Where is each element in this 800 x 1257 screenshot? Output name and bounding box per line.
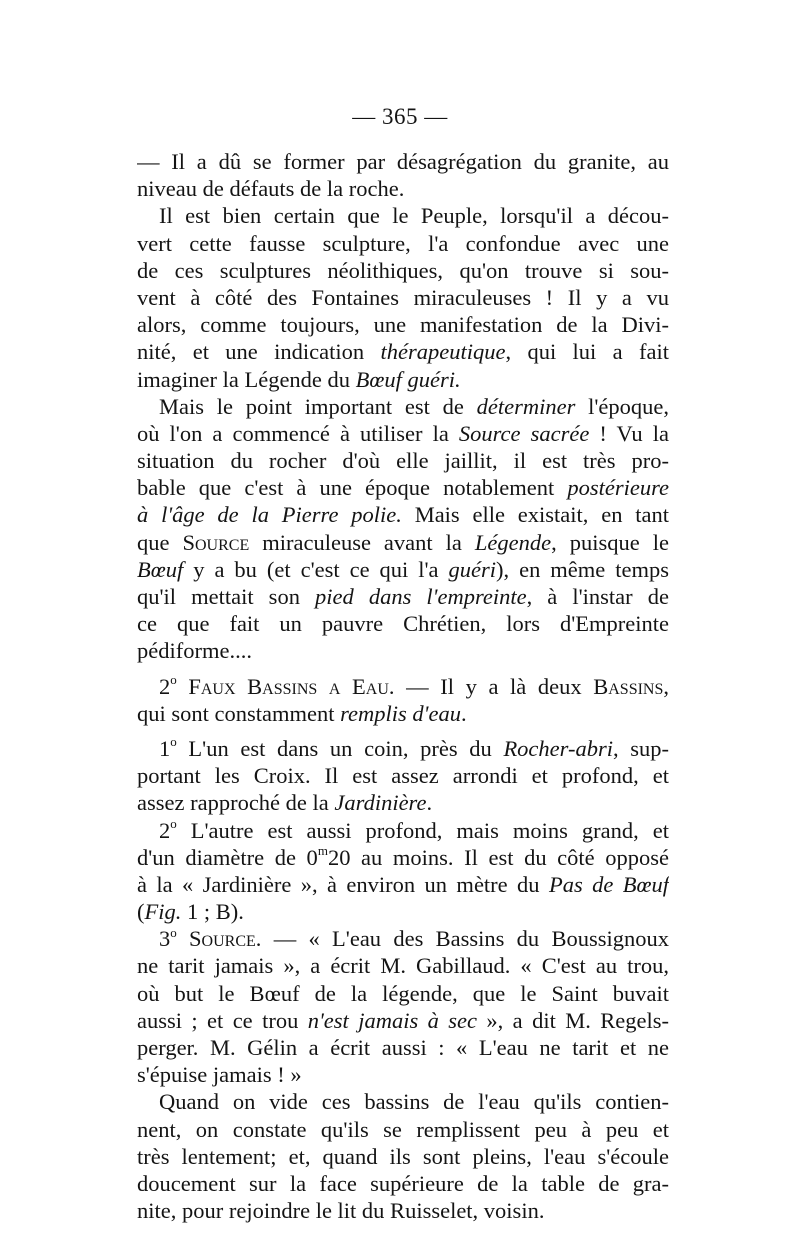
text-segment: . [426, 790, 433, 816]
text-segment: ! Vu la [589, 420, 669, 446]
text-segment [177, 674, 189, 699]
text-segment: imaginer la Légende du [137, 366, 356, 392]
text-line [137, 673, 669, 700]
page-number: — 365 — [352, 104, 448, 129]
italic-text: Jardinière [334, 790, 427, 816]
text-line [137, 284, 669, 311]
text-segment: 1 ; B). [181, 899, 244, 925]
text-segment: Quand on vide ces bassins de l'eau qu'ils contien- [159, 1089, 669, 1115]
italic-text: Bœuf guéri. [355, 366, 461, 392]
text-line [137, 257, 669, 284]
text-segment: qui sont constamment [137, 700, 341, 726]
text-line [137, 311, 669, 338]
superscript-text: o [170, 672, 177, 688]
paragraph [137, 673, 669, 727]
text-line [137, 898, 669, 925]
text-line [137, 1116, 669, 1143]
text-segment: de ces sculptures néolithiques, qu'on trouve si sou- [137, 257, 669, 283]
text-line [137, 700, 669, 727]
text-segment: l'époque, [575, 393, 669, 419]
text-line [137, 925, 669, 952]
text-segment: alors, comme toujours, une manifestation de la Divi- [137, 312, 669, 338]
text-segment: . [460, 700, 467, 726]
text-line [137, 789, 669, 816]
text-line [137, 474, 669, 501]
italic-text: à l'âge de la Pierre polie. [137, 502, 402, 528]
text-segment: aussi ; et ce trou [137, 1007, 308, 1033]
text-line [137, 1197, 669, 1224]
text-segment: , puisque le [551, 529, 669, 555]
text-line [137, 637, 669, 664]
text-segment: que [137, 529, 183, 555]
text-line [137, 1061, 669, 1088]
text-line [137, 817, 669, 844]
italic-text: Fig. [144, 899, 182, 925]
text-segment: ne tarit jamais », a écrit M. Gabillaud. « C'est au trou, [137, 953, 669, 979]
superscript-text: o [170, 734, 177, 750]
body-text [137, 148, 669, 1224]
text-line [137, 230, 669, 257]
text-line [137, 447, 669, 474]
text-segment: », a dit M. Regels- [477, 1007, 669, 1033]
text-segment: d'un diamètre de 0 [137, 844, 318, 870]
text-line [137, 762, 669, 789]
small-caps-text: Source. [189, 926, 262, 952]
text-segment: — « L'eau des Bassins du Boussignoux [261, 926, 669, 952]
text-segment: , [663, 673, 669, 699]
text-segment: où l'on a commencé à utiliser la [137, 420, 459, 446]
text-line [137, 529, 669, 556]
small-caps-text: Faux Bassins a Eau. [188, 673, 395, 699]
text-segment: doucement sur la face supérieure de la table de gra- [137, 1170, 669, 1196]
superscript-text: m [317, 843, 328, 859]
text-line [137, 871, 669, 898]
text-line [137, 366, 669, 393]
text-segment: à la « Jardinière », à environ un mètre du [137, 871, 549, 897]
superscript-text: o [170, 816, 177, 831]
text-segment: bable que c'est à une époque notablement [137, 475, 568, 501]
paragraph [137, 202, 669, 392]
text-segment: 2 [159, 673, 171, 699]
text-segment: , qui lui a fait [505, 339, 669, 365]
paragraph [137, 925, 669, 1088]
italic-text: guéri [448, 556, 497, 582]
text-segment: , à l'instar de [526, 584, 669, 609]
text-segment: où but le Bœuf de la légende, que le Saint buvait [137, 980, 669, 1006]
text-line [137, 1170, 669, 1197]
small-caps-text: Source [182, 529, 250, 555]
text-line [137, 610, 669, 637]
text-segment: s'épuise jamais ! » [137, 1062, 302, 1088]
text-line [137, 175, 669, 202]
paragraph [137, 817, 669, 926]
text-line [137, 420, 669, 447]
text-segment: assez rapproché de la [137, 790, 335, 816]
italic-text: remplis d'eau [340, 700, 461, 726]
text-line [137, 1088, 669, 1115]
italic-text: Pas de Bœuf [548, 871, 669, 897]
text-line [137, 338, 669, 365]
text-line [137, 393, 669, 420]
text-segment: nité, et une indication [137, 339, 381, 365]
italic-text: Bœuf [137, 556, 184, 582]
text-line [137, 148, 669, 175]
text-segment: L'autre est aussi profond, mais moins grand, et [176, 817, 669, 843]
text-segment: nent, on constate qu'ils se remplissent peu à peu et [137, 1116, 669, 1142]
text-segment: 1 [159, 735, 171, 761]
text-segment: vert cette fausse sculpture, l'a confondue avec une [137, 230, 669, 256]
text-segment: niveau de défauts de la roche. [137, 176, 405, 202]
text-segment: vent à côté des Fontaines miraculeuses ! Il y a vu [137, 284, 669, 310]
text-segment: y a bu (et c'est ce qui l'a [183, 556, 449, 582]
text-line [137, 980, 669, 1007]
text-segment [177, 926, 189, 951]
text-segment: ce que fait un pauvre Chrétien, lors d'Empreinte [137, 611, 669, 637]
text-segment: Mais elle existait, en tant [401, 502, 669, 528]
paragraph-gap [137, 727, 669, 735]
text-segment: L'un est dans un coin, près du [176, 735, 504, 761]
text-segment: portant les Croix. Il est assez arrondi et profond, et [137, 763, 669, 789]
italic-text: thérapeutique [380, 339, 506, 365]
text-segment: Mais le point important est de [159, 393, 477, 419]
superscript-text: o [170, 925, 177, 940]
text-segment: pédiforme.... [137, 638, 252, 664]
text-segment: très lentement; et, quand ils sont pleins, l'eau s'écoule [137, 1143, 669, 1169]
text-line [137, 1034, 669, 1061]
paragraph [137, 393, 669, 665]
italic-text: postérieure [567, 475, 669, 501]
text-segment: Il est bien certain que le Peuple, lorsqu'il a décou- [159, 203, 669, 229]
italic-text: Source sacrée [458, 420, 590, 446]
paragraph [137, 148, 669, 202]
text-line [137, 202, 669, 229]
italic-text: Légende [474, 529, 552, 555]
text-line [137, 952, 669, 979]
paragraph [137, 735, 669, 817]
text-segment: — Il y a là deux [394, 673, 594, 699]
text-line [137, 1007, 669, 1034]
text-segment: 20 au moins. Il est du côté opposé [327, 844, 669, 870]
paragraph-gap [137, 665, 669, 673]
text-line [137, 844, 669, 871]
text-segment: ( [137, 899, 145, 925]
text-segment: qu'il mettait son [137, 584, 316, 609]
text-line [137, 583, 669, 610]
text-segment: situation du rocher d'où elle jaillit, il est très pro- [137, 448, 669, 474]
paragraph [137, 1088, 669, 1224]
text-line [137, 1143, 669, 1170]
italic-text: Rocher-abri [503, 735, 613, 761]
text-line [137, 501, 669, 528]
text-line [137, 556, 669, 583]
italic-text: déterminer [476, 393, 576, 419]
italic-text: pied dans l'empreinte [315, 584, 527, 609]
italic-text: n'est jamais à sec [307, 1007, 477, 1033]
text-segment: , sup- [612, 735, 669, 761]
small-caps-text: Bassins [593, 673, 664, 699]
text-line [137, 735, 669, 762]
text-segment: nite, pour rejoindre le lit du Ruisselet, voisin. [137, 1198, 545, 1224]
text-segment: — Il a dû se former par désagrégation du granite, au [137, 149, 669, 174]
text-segment: 3 [159, 926, 171, 952]
text-segment: miraculeuse avant la [249, 529, 475, 555]
text-segment: 2 [159, 817, 171, 843]
text-segment: perger. M. Gélin a écrit aussi : « L'eau ne tarit et ne [137, 1035, 669, 1060]
text-segment: ), en même temps [496, 556, 669, 582]
